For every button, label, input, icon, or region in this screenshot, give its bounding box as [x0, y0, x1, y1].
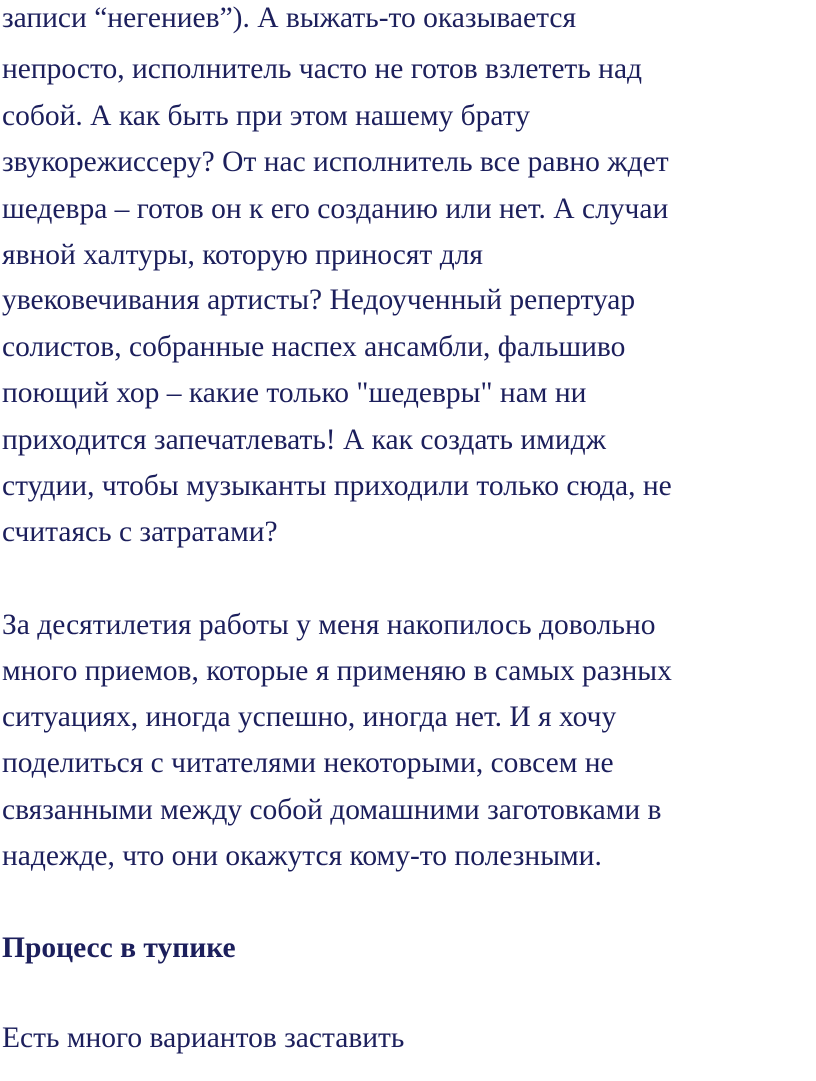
paragraph-3-line: Есть много вариантов заставить: [2, 1022, 405, 1054]
paragraph-2-line: связанными между собой домашними заготовками в: [2, 794, 662, 826]
paragraph-2-line: много приемов, которые я применяю в самых разных: [2, 655, 672, 687]
paragraph-1-line: звукорежиссеру? От нас исполнитель все равно ждет: [2, 146, 669, 178]
paragraph-2-line: За десятилетия работы у меня накопилось довольно: [2, 609, 656, 641]
paragraph-2-line: надежде, что они окажутся кому-то полезными.: [2, 840, 602, 872]
paragraph-1-line: записи “негениев”). А выжать-то оказывается: [2, 2, 577, 34]
paragraph-1-line: явной халтуры, которую приносят для: [2, 239, 484, 271]
paragraph-1-line: шедевра – готов он к его созданию или нет. А случаи: [2, 193, 669, 225]
paragraph-1-line: считаясь с затратами?: [2, 516, 278, 548]
paragraph-1-line: поющий хор – какие только "шедевры" нам ни: [2, 377, 587, 409]
paragraph-2-line: поделиться с читателями некоторыми, совсем не: [2, 747, 614, 779]
paragraph-1-line: студии, чтобы музыканты приходили только сюда, не: [2, 470, 672, 502]
paragraph-1-line: увековечивания артисты? Недоученный репертуар: [2, 284, 636, 316]
paragraph-1-line: солистов, собранные наспех ансамбли, фальшиво: [2, 331, 626, 363]
section-heading: Процесс в тупике: [2, 932, 236, 964]
paragraph-1-line: непросто, исполнитель часто не готов взлететь над: [2, 53, 643, 85]
paragraph-1-line: приходится запечатлевать! А как создать имидж: [2, 424, 607, 456]
paragraph-2-line: ситуациях, иногда успешно, иногда нет. И я хочу: [2, 701, 617, 733]
paragraph-1-line: собой. А как быть при этом нашему брату: [2, 100, 530, 132]
